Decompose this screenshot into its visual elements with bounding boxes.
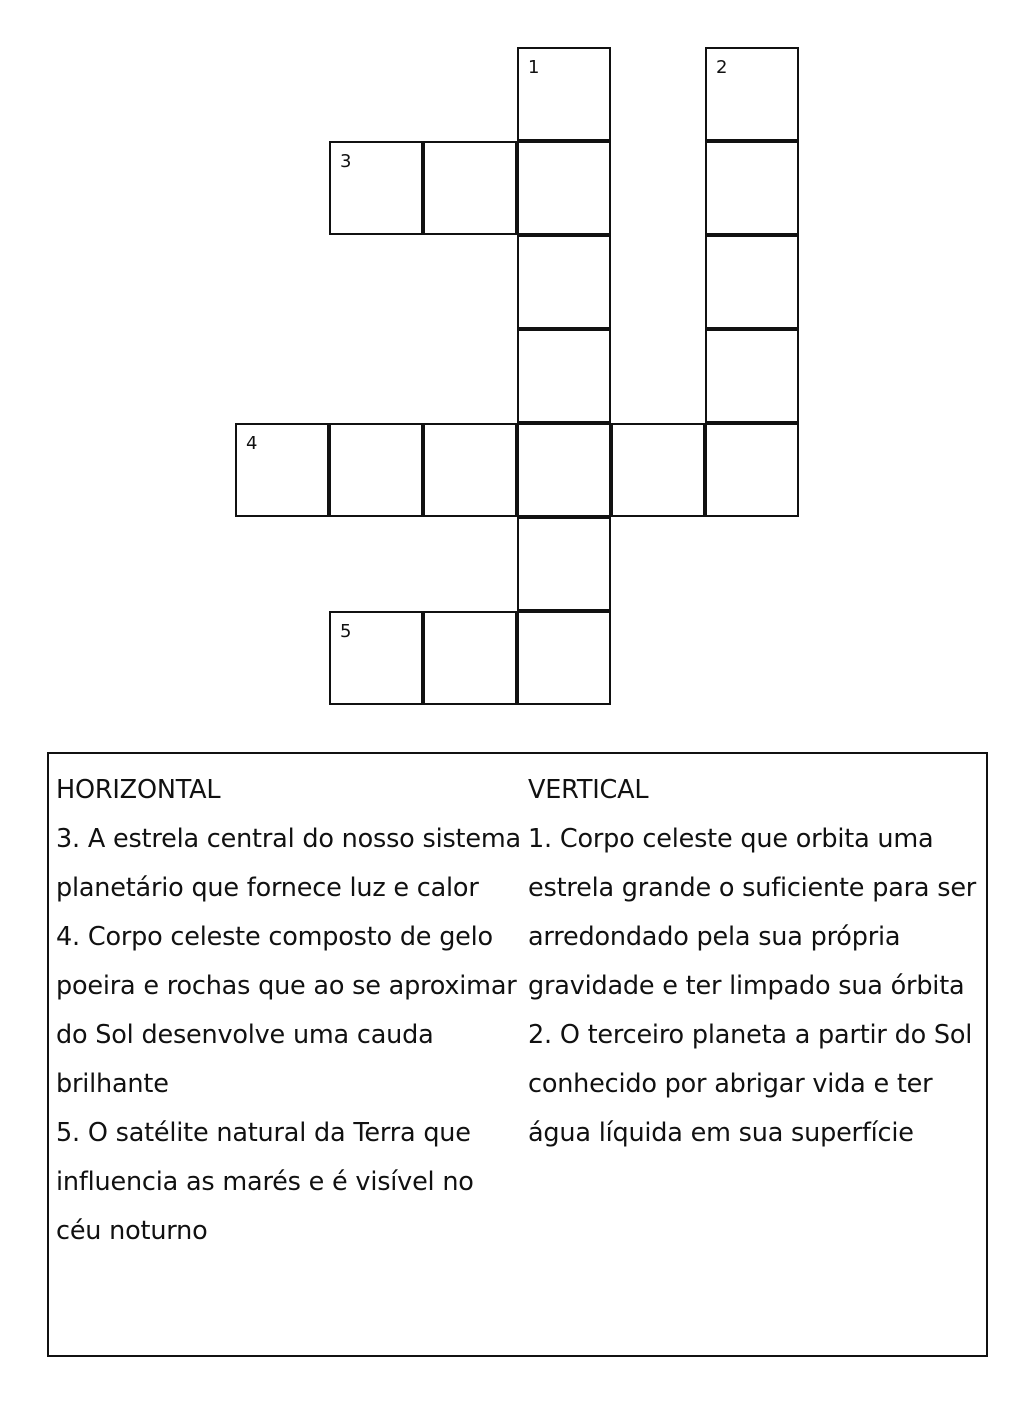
cell-4-3[interactable]	[423, 423, 517, 517]
cell-2-3[interactable]	[705, 235, 799, 329]
cell-1-2[interactable]	[517, 141, 611, 235]
cell-1-1[interactable]	[517, 47, 611, 141]
cell-2-2[interactable]	[705, 141, 799, 235]
horizontal-clue: 3. A estrela central do nosso sistema planetário que fornece luz e calor	[56, 824, 521, 903]
cell-2-1[interactable]	[705, 47, 799, 141]
cell-4-1[interactable]	[235, 423, 329, 517]
clues-box	[47, 752, 988, 1357]
cell-2-5[interactable]	[705, 423, 799, 517]
horizontal-clue: 4. Corpo celeste composto de gelo poeira e rochas que ao se aproximar do Sol desenvolve uma cauda brilhante	[56, 922, 517, 1099]
cell-3-1[interactable]	[329, 141, 423, 235]
horizontal-heading: HORIZONTAL	[56, 775, 221, 805]
cell-5-1[interactable]	[329, 611, 423, 705]
cell-3-2[interactable]	[423, 141, 517, 235]
cell-1-7[interactable]	[517, 611, 611, 705]
clue-number-4: 4	[246, 433, 258, 454]
clue-number-3: 3	[340, 151, 352, 172]
vertical-clue: 1. Corpo celeste que orbita uma estrela grande o suficiente para ser arredondado pela sua própria gravidade e ter limpado sua órbita	[528, 824, 977, 1001]
cell-5-2[interactable]	[423, 611, 517, 705]
cell-1-5[interactable]	[517, 423, 611, 517]
horizontal-clue: 5. O satélite natural da Terra que influencia as marés e é visível no céu noturno	[56, 1118, 474, 1246]
clue-number-1: 1	[528, 57, 540, 78]
horizontal-clues-column	[56, 766, 521, 1256]
cell-1-6[interactable]	[517, 517, 611, 611]
clue-number-2: 2	[716, 57, 728, 78]
vertical-clues-column	[528, 766, 988, 1158]
cell-1-4[interactable]	[517, 329, 611, 423]
vertical-heading: VERTICAL	[528, 775, 649, 805]
vertical-clue: 2. O terceiro planeta a partir do Sol conhecido por abrigar vida e ter água líquida em sua superfície	[528, 1020, 973, 1148]
cell-4-5[interactable]	[611, 423, 705, 517]
clue-number-5: 5	[340, 621, 352, 642]
cell-2-4[interactable]	[705, 329, 799, 423]
cell-1-3[interactable]	[517, 235, 611, 329]
cell-4-2[interactable]	[329, 423, 423, 517]
